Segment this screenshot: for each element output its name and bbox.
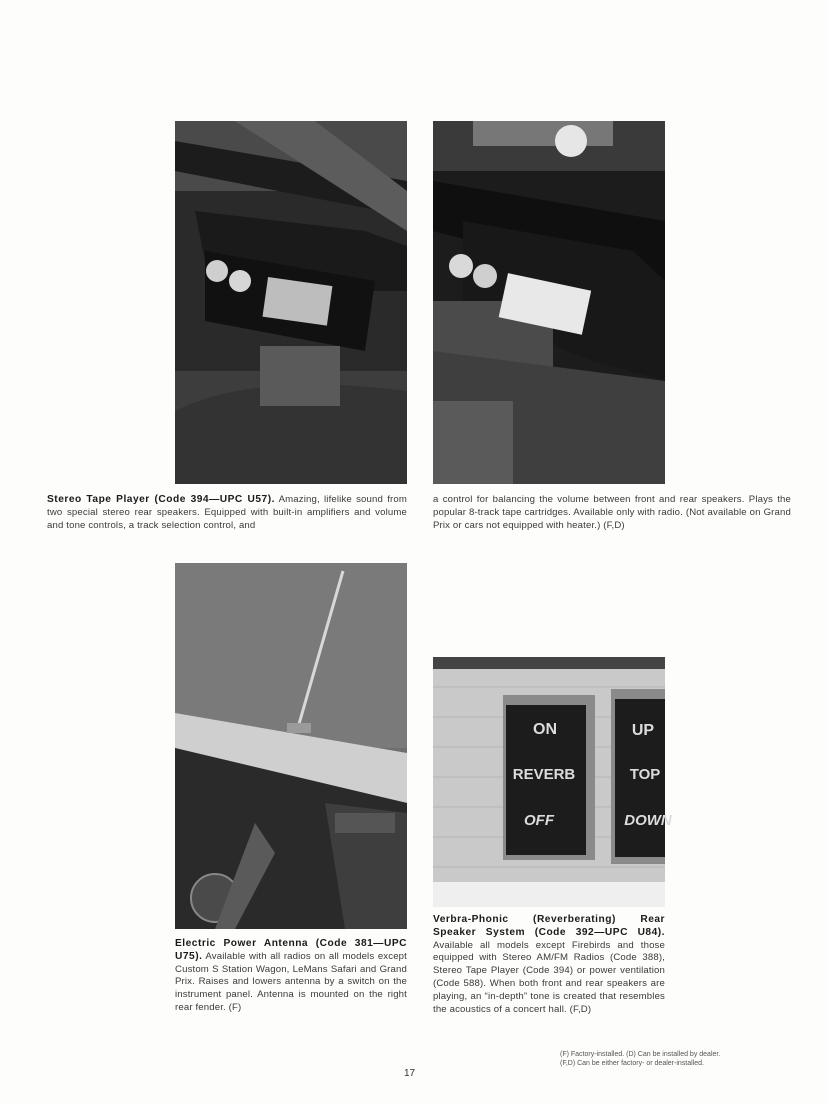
footnote [560,1050,780,1068]
stereo-tape-caption-right [433,494,791,532]
page-number: 17 [404,1068,416,1079]
antenna-caption [175,938,407,1015]
photo-tape-player-dash [175,121,407,484]
switch-label-down: DOWN [624,812,672,829]
footnote-line-2: (F,D) Can be either factory- or dealer-installed. [560,1060,704,1067]
photo-reverb-switch [433,657,672,907]
switch-label-on: ON [533,721,557,738]
photo-power-antenna [175,563,407,929]
switch-label-top: TOP [629,766,661,783]
switch-label-reverb: REVERB [512,766,576,783]
photo-tape-player-cartridge [433,121,665,484]
stereo-tape-title: Stereo Tape Player (Code 394—UPC U57). [47,494,275,505]
stereo-tape-caption-left [47,494,407,532]
antenna-text: Available with all radios on all models except Custom S Station Wagon, LeMans Safari and Grand Prix. Raises and lowers antenna by a switch on the instrument panel. Antenna is mounted on the right rear fender. (F) [175,950,407,1013]
switch-label-up: UP [631,722,655,739]
footnote-line-1: (F) Factory-installed. (D) Can be installed by dealer. [560,1051,721,1058]
antenna-title: Electric Power Antenna (Code 381—UPC U75). [175,938,407,962]
stereo-tape-text-left: Amazing, lifelike sound from two special stereo rear speakers. Equipped with built-in amplifiers and volume and tone controls, a track selection control, and [47,494,407,531]
verbra-title: Verbra-Phonic (Reverberating) Rear Speaker System (Code 392—UPC U84). [433,914,665,938]
verbra-caption [433,914,665,1016]
verbra-text: Available all models except Firebirds and those equipped with Stereo AM/FM Radios (Code 388), Stereo Tape Player (Code 394) or power ventilation (Code 588). When both front and rear speakers are playing, an “in-depth” tone is created that resembles the acoustics of a concert hall. (F,D) [433,939,665,1015]
stereo-tape-text-right: a control for balancing the volume between front and rear speakers. Plays the popular 8-track tape cartridges. Available only with radio. (Not available on Grand Prix or cars not equipped with heater.) (F,D) [433,494,791,531]
switch-label-off: OFF [524,812,554,829]
